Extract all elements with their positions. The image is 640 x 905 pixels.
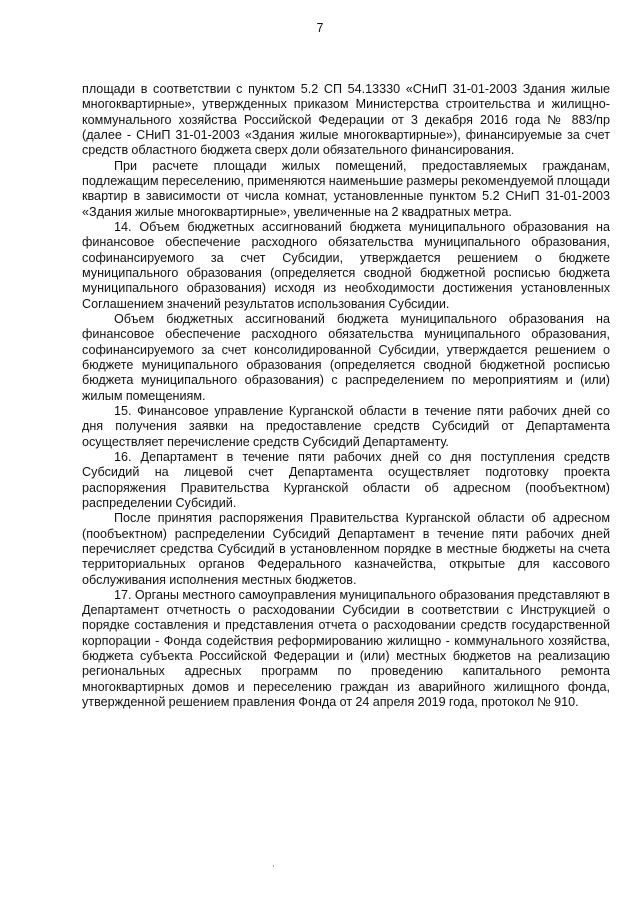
paragraph: 16. Департамент в течение пяти рабочих дней со дня поступления средств Субсидий на лицевой счет Департамента осуществляет подготовку проекта распоряжения Правительства Курганской области об адресном (пообъектном) распределении Субсидий. bbox=[82, 449, 610, 510]
scan-mark: , bbox=[272, 858, 275, 868]
paragraph: площади в соответствии с пунктом 5.2 СП 54.13330 «СНиП 31-01-2003 Здания жилые многоквартирные», утвержденных приказом Министерства строительства и жилищно-коммунального хозяйства Российской Федерации от 3 декабря 2016 года № 883/пр (далее - СНиП 31-01-2003 «Здания жилые многоквартирные»), финансируемые за счет средств областного бюджета сверх доли обязательного финансирования. bbox=[82, 82, 610, 158]
document-body bbox=[82, 82, 610, 710]
paragraph: 14. Объем бюджетных ассигнований бюджета муниципального образования на финансовое обеспечение расходного обязательства муниципального образования, софинансируемого за счет Субсидии, утверждается решением о бюджете муниципального образования (определяется сводной бюджетной росписью бюджета муниципального образования) исходя из необходимости достижения установленных Соглашением значений результатов использования Субсидии. bbox=[82, 219, 610, 311]
paragraph: 15. Финансовое управление Курганской области в течение пяти рабочих дней со дня получения заявки на предоставление средств Субсидий от Департамента осуществляет перечисление средств Субсидий Департаменту. bbox=[82, 403, 610, 449]
page-number: 7 bbox=[316, 21, 324, 35]
paragraph: После принятия распоряжения Правительства Курганской области об адресном (пообъектном) распределении Субсидий Департамент в течение пяти рабочих дней перечисляет средства Субсидий в установленном порядке в местные бюджеты на счета территориальных органов Федерального казначейства, открытые для кассового обслуживания исполнения местных бюджетов. bbox=[82, 511, 610, 587]
paragraph: Объем бюджетных ассигнований бюджета муниципального образования на финансовое обеспечение расходного обязательства муниципального образования, софинансируемого за счет консолидированной Субсидии, утверждается решением о бюджете муниципального образования (определяется сводной бюджетной росписью бюджета муниципального образования) с распределением по мероприятиям и (или) жилым помещениям. bbox=[82, 311, 610, 403]
paragraph: 17. Органы местного самоуправления муниципального образования представляют в Департамент отчетность о расходовании Субсидии в соответствии с Инструкцией о порядке составления и представления отчета о расходовании средств государственной корпорации - Фонда содействия реформированию жилищно - коммунального хозяйства, бюджета субъекта Российской Федерации и (или) местных бюджетов на реализацию региональных адресных программ по проведению капитального ремонта многоквартирных домов и переселению граждан из аварийного жилищного фонда, утвержденной решением правления Фонда от 24 апреля 2019 года, протокол № 910. bbox=[82, 587, 610, 710]
paragraph: При расчете площади жилых помещений, предоставляемых гражданам, подлежащим переселению, применяются наименьшие размеры рекомендуемой площади квартир в зависимости от числа комнат, установленные пунктом 5.2 СНиП 31-01-2003 «Здания жилые многоквартирные», увеличенные на 2 квадратных метра. bbox=[82, 158, 610, 219]
